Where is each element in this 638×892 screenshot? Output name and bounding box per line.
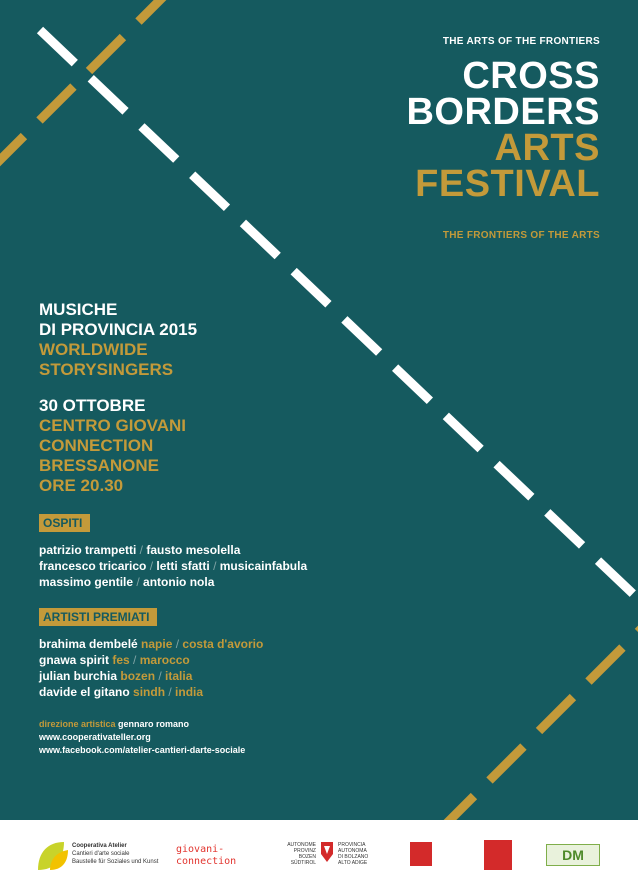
awarded-row [39,684,459,700]
casa-logo [410,842,432,866]
artist-country: italia [165,669,193,683]
atelier-line2: Cantieri d'arte sociale [72,851,130,857]
provinz-line4: SÜDTIROL [290,860,316,866]
event-sub-line1: WORLDWIDE [39,340,148,359]
tagline-top: THE ARTS OF THE FRONTIERS [442,36,600,47]
separator: / [133,575,144,589]
atelier-logo [36,840,70,877]
giovani-line1: giovani- [176,844,225,855]
separator: / [129,653,140,667]
separator: / [155,669,166,683]
separator: / [136,543,147,557]
giovani-line2: connection [176,856,237,867]
event-name-line1: MUSICHE [39,300,118,319]
atelier-text [72,842,158,866]
red-sponsor-logo [484,840,512,870]
sponsor-logos [0,820,638,892]
direction-label: direzione artistica [39,719,116,729]
guest-name: musicainfabula [219,559,308,573]
event-info [39,300,459,757]
separator: / [165,685,176,699]
event-name [39,300,459,380]
awarded-row [39,652,459,668]
event-time: ORE 20.30 [39,476,124,495]
website-link[interactable]: www.cooperativateller.org [39,732,151,742]
artist-name: brahima dembelé [39,637,142,651]
title-line-borders: BORDERS [406,91,600,133]
guest-name: francesco tricarico [39,559,147,573]
tagline-bottom: THE FRONTIERS OF THE ARTS [442,230,600,241]
guest-name: fausto mesolella [146,543,241,557]
separator: / [146,559,157,573]
artist-city: bozen [120,669,156,683]
guest-name: antonio nola [143,575,215,589]
title-line-arts: ARTS [494,127,600,169]
artist-name: gnawa spirit [39,653,113,667]
artist-country: costa d'avorio [182,637,264,651]
venue-line1: CENTRO GIOVANI [39,416,187,435]
title-line-festival: FESTIVAL [415,163,600,205]
artist-country: india [175,685,204,699]
gold-diagonal-bottom [440,620,638,820]
provincia-text [338,842,368,866]
title-line-cross: CROSS [462,55,600,97]
venue-line3: BRESSANONE [39,456,159,475]
artist-name: davide el gitano [39,685,134,699]
provinz-line2: PROVINZ [293,848,316,854]
awarded-row [39,636,459,652]
event-date: 30 OTTOBRE [39,396,146,415]
separator: / [172,637,183,651]
atelier-line1: Cooperativa Atelier [72,843,127,849]
provincia-line1: PROVINCIA [338,842,366,848]
event-details [39,396,459,496]
giovani-connection-logo [176,844,236,868]
gold-diagonal-top [0,0,170,170]
artist-city: fes [112,653,130,667]
provincia-line2: AUTONOMA [338,848,367,854]
guest-list [39,542,459,590]
facebook-link[interactable]: www.facebook.com/atelier-cantieri-darte-sociale [39,745,246,755]
guest-row [39,542,459,558]
provinz-line3: BOZEN [298,854,316,860]
atelier-leaf-icon [36,840,70,872]
guest-row [39,558,459,574]
venue-line2: CONNECTION [39,436,154,455]
provinz-text [284,842,316,866]
credits [39,718,459,757]
artist-city: napie [141,637,173,651]
guest-name: letti sfatti [156,559,210,573]
atelier-line3: Baustelle für Soziales und Kunst [72,859,159,865]
event-name-line2: DI PROVINCIA 2015 [39,320,198,339]
provincia-line3: DI BOLZANO [338,854,369,860]
separator: / [209,559,220,573]
provincia-line4: ALTO ADIGE [338,860,368,866]
provinz-line1: AUTONOME [287,842,316,848]
awarded-list [39,636,459,700]
guest-name: patrizio trampetti [39,543,137,557]
direction-name: gennaro romano [118,719,190,729]
festival-title [406,55,600,205]
dm-logo: DM [546,844,600,866]
awarded-label: ARTISTI PREMIATI [39,608,157,626]
guest-name: massimo gentile [39,575,134,589]
awarded-row [39,668,459,684]
artist-name: julian burchia [39,669,121,683]
guests-label: OSPITI [39,514,90,532]
provincia-eagle-icon [320,840,334,869]
event-sub-line2: STORYSINGERS [39,360,174,379]
artist-city: sindh [133,685,166,699]
artist-country: marocco [139,653,190,667]
guest-row [39,574,459,590]
